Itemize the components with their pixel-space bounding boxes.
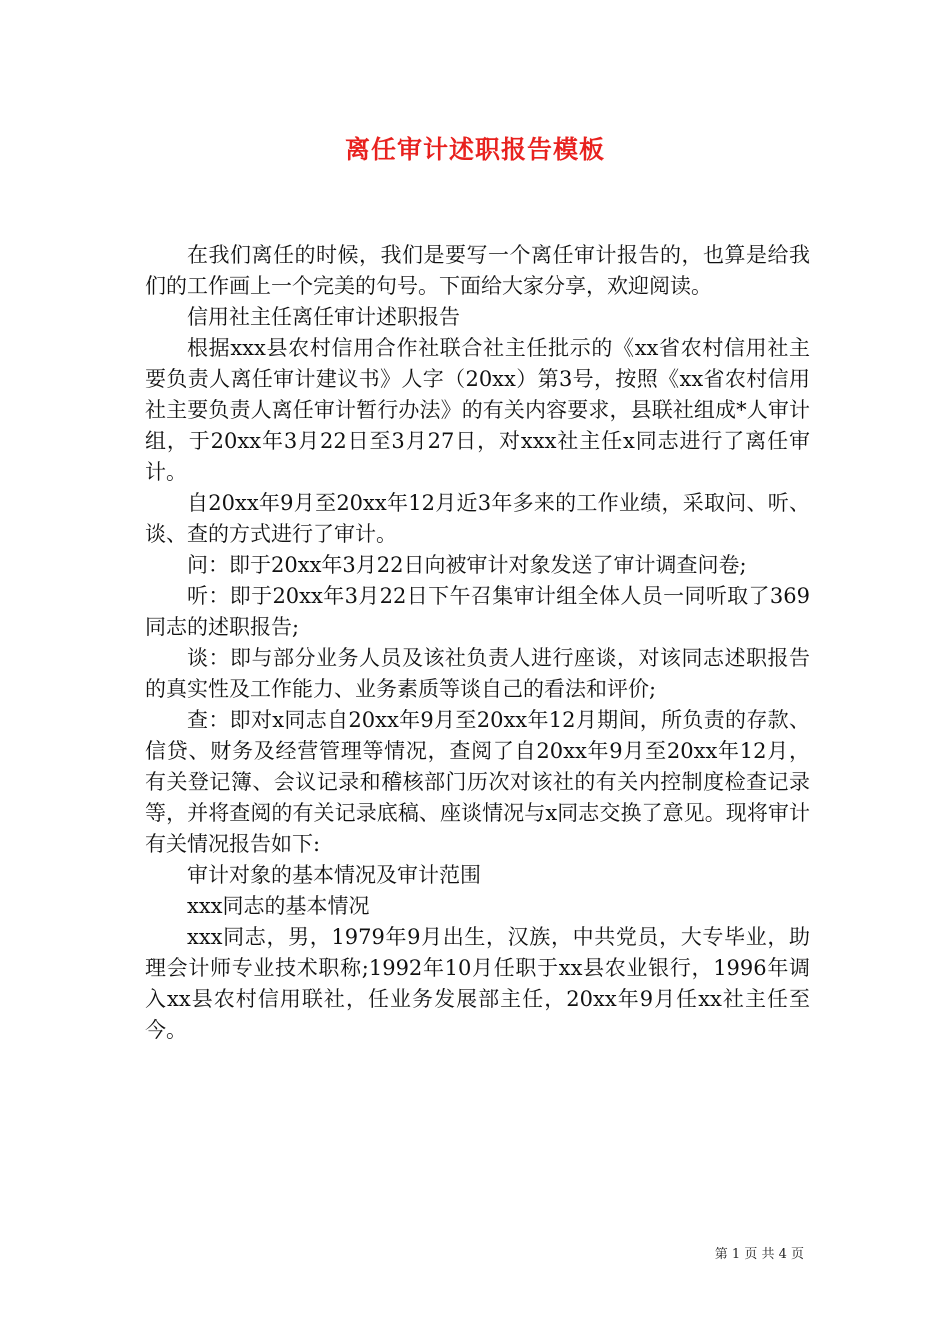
paragraph-basis: 根据xxx县农村信用合作社联合社主任批示的《xx省农村信用社主要负责人离任审计建议书》人字（20xx）第3号，按照《xx省农村信用社主要负责人离任审计暂行办法》的有关内容要求，县联社组成*人审计组，于20xx年3月22日至3月27日，对xxx社主任x同志进行了离任审计。 [145, 336, 810, 484]
paragraph-subtitle: 信用社主任离任审计述职报告 [187, 305, 460, 329]
paragraph-listen: 听：即于20xx年3月22日下午召集审计组全体人员一同听取了369同志的述职报告; [145, 584, 810, 639]
paragraph-section-heading: 审计对象的基本情况及审计范围 [187, 863, 481, 887]
paragraph-intro: 在我们离任的时候，我们是要写一个离任审计报告的，也算是给我们的工作画上一个完美的句号。下面给大家分享，欢迎阅读。 [145, 243, 810, 298]
document-body [145, 240, 810, 1046]
paragraph-check: 查：即对x同志自20xx年9月至20xx年12月期间，所负责的存款、信贷、财务及经营管理等情况，查阅了自20xx年9月至20xx年12月，有关登记簿、会议记录和稽核部门历次对该社的有关内控制度检查记录等，并将查阅的有关记录底稿、座谈情况与x同志交换了意见。现将审计有关情况报告如下: [145, 708, 810, 856]
paragraph-scope: 自20xx年9月至20xx年12月近3年多来的工作业绩，采取问、听、谈、查的方式进行了审计。 [145, 491, 810, 546]
page-number: 第 1 页 共 4 页 [714, 1247, 804, 1262]
paragraph-talk: 谈：即与部分业务人员及该社负责人进行座谈，对该同志述职报告的真实性及工作能力、业务素质等谈自己的看法和评价; [145, 646, 810, 701]
paragraph-profile: xxx同志，男，1979年9月出生，汉族，中共党员，大专毕业，助理会计师专业技术职称;1992年10月任职于xx县农业银行，1996年调入xx县农村信用联社，任业务发展部主任，20xx年9月任xx社主任至今。 [145, 925, 810, 1042]
paragraph-ask: 问：即于20xx年3月22日向被审计对象发送了审计调查问卷; [187, 553, 747, 577]
document-title: 离任审计述职报告模板 [344, 135, 605, 164]
paragraph-subsection-heading: xxx同志的基本情况 [187, 894, 370, 918]
